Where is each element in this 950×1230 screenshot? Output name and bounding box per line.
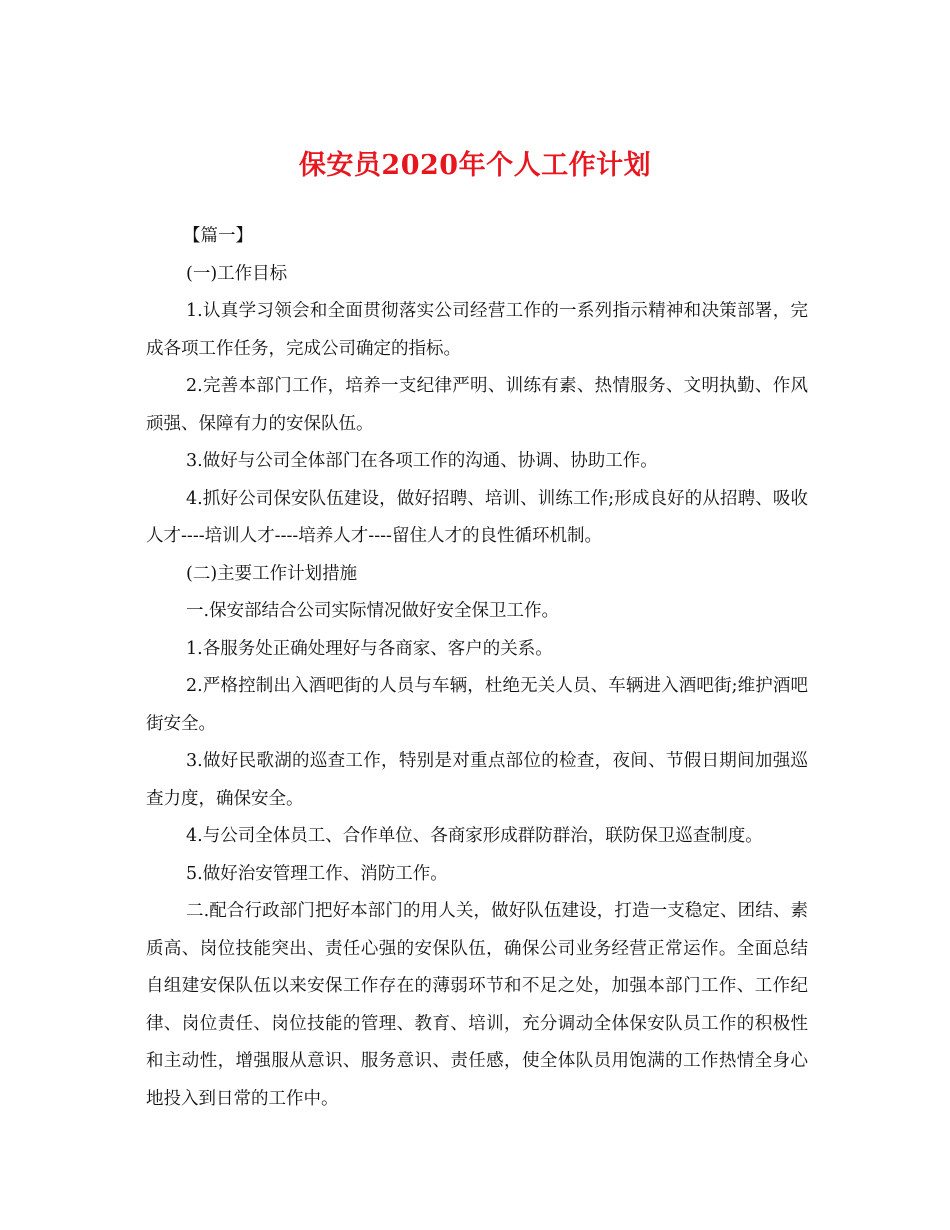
document-title: 保安员2020年个人工作计划 — [298, 150, 652, 181]
paragraph-measure-5: 5.做好治安管理工作、消防工作。 — [186, 863, 448, 884]
paragraph-measure-1: 1.各服务处正确处理好与各商家、客户的关系。 — [186, 638, 553, 659]
paragraph-measure-one: 一.保安部结合公司实际情况做好安全保卫工作。 — [186, 601, 560, 621]
document-body — [146, 218, 808, 1118]
paragraph-measure-4: 4.与公司全体员工、合作单位、各商家形成群防群治，联防保卫巡查制度。 — [186, 826, 763, 846]
paragraph-goal-3: 3.做好与公司全体部门在各项工作的沟通、协调、协助工作。 — [186, 451, 658, 471]
subheading-work-goals: (一)工作目标 — [186, 263, 288, 284]
subheading-main-measures: (二)主要工作计划措施 — [186, 563, 358, 584]
paragraph-goal-2: 2.完善本部门工作，培养一支纪律严明、训练有素、热情服务、文明执勤、作风顽强、保障有力的安保队伍。 — [146, 376, 808, 434]
paragraph-goal-4: 4.抓好公司保安队伍建设，做好招聘、培训、训练工作;形成良好的从招聘、吸收人才----培训人才----培养人才----留住人才的良性循环机制。 — [146, 488, 808, 546]
paragraph-goal-1: 1.认真学习领会和全面贯彻落实公司经营工作的一系列指示精神和决策部署，完成各项工作任务，完成公司确定的指标。 — [146, 301, 808, 359]
paragraph-measure-2: 2.严格控制出入酒吧街的人员与车辆，杜绝无关人员、车辆进入酒吧街;维护酒吧街安全。 — [146, 676, 808, 734]
section-heading-part-one: 【篇一】 — [183, 226, 253, 246]
paragraph-measure-3: 3.做好民歌湖的巡查工作，特别是对重点部位的检查，夜间、节假日期间加强巡查力度，确保安全。 — [146, 751, 808, 809]
paragraph-measure-two: 二.配合行政部门把好本部门的用人关，做好队伍建设，打造一支稳定、团结、素质高、岗位技能突出、责任心强的安保队伍，确保公司业务经营正常运作。全面总结自组建安保队伍以来安保工作存在的薄弱环节和不足之处，加强本部门工作、工作纪律、岗位责任、岗位技能的管理、教育、培训，充分调动全体保安队员工作的积极性和主动性，增强服从意识、服务意识、责任感，使全体队员用饱满的工作热情全身心地投入到日常的工作中。 — [146, 901, 808, 1109]
